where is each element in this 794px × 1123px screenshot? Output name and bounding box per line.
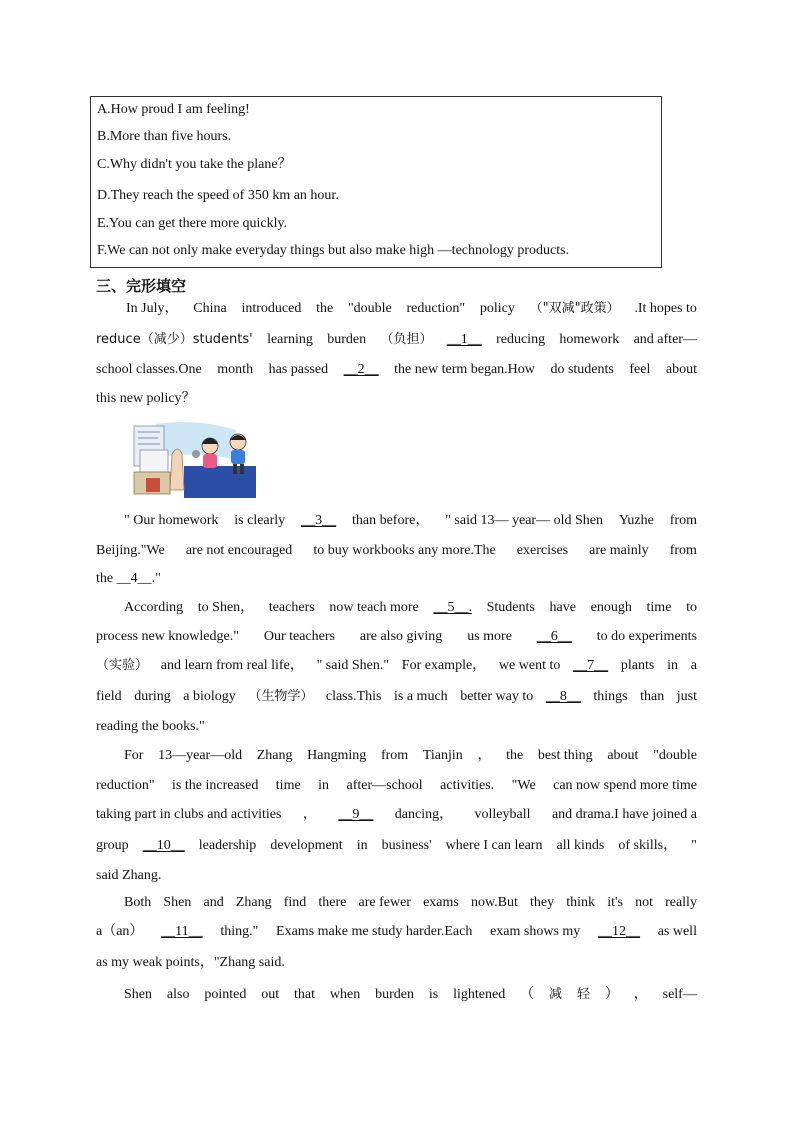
passage-text: homework	[559, 332, 620, 347]
passage-text: and drama.I have joined a	[551, 807, 697, 822]
passage-text: just	[676, 689, 697, 704]
passage-text: to	[686, 600, 697, 615]
chinese-gloss: （负担）	[380, 332, 433, 347]
blank-2: __2__	[343, 362, 379, 377]
passage-text: we went to	[498, 658, 561, 673]
passage-text: in	[667, 658, 678, 673]
passage-text: Shen	[124, 987, 152, 1002]
passage-text: all kinds	[556, 838, 605, 853]
passage-text: as my weak points，"Zhang said.	[96, 955, 285, 970]
passage-text: now.But	[470, 895, 518, 910]
passage-text: of skills，	[618, 838, 678, 853]
passage-text: reduction"	[406, 301, 466, 316]
passage-text: exercises	[516, 543, 569, 558]
passage-text: are also giving	[359, 629, 443, 644]
passage-line	[96, 331, 697, 349]
passage-text: during	[134, 689, 171, 704]
passage-text: and	[203, 895, 224, 910]
passage-text: can now spend more time	[553, 778, 697, 793]
cartoon-students-illustration	[126, 420, 256, 500]
passage-text: in	[356, 838, 368, 853]
passage-text: the	[316, 301, 334, 316]
blank-8: __8__	[545, 689, 581, 704]
passage-text: reduction"	[96, 778, 155, 793]
passage-text: feel	[629, 362, 651, 377]
passage-text: the __4__."	[96, 571, 161, 586]
passage-line	[124, 747, 697, 765]
passage-text: best thing	[537, 748, 593, 763]
passage-text: exams	[423, 895, 459, 910]
passage-text: are mainly	[589, 543, 649, 558]
chinese-gloss: （生物学）	[248, 689, 314, 704]
passage-text: as well	[657, 924, 697, 939]
passage-text: "double	[653, 748, 697, 763]
chinese-gloss: 轻	[576, 987, 590, 1002]
passage-text: the new term began.How	[394, 362, 535, 377]
passage-text: to do experiments	[596, 629, 697, 644]
passage-text: think	[566, 895, 596, 910]
passage-text: For example，	[401, 658, 487, 673]
passage-text: from	[669, 543, 697, 558]
passage-line	[96, 361, 697, 379]
options-box	[90, 96, 662, 268]
passage-text: have	[549, 600, 576, 615]
chinese-gloss: 减	[549, 987, 563, 1002]
passage-text: field	[96, 689, 122, 704]
passage-text: the	[506, 748, 524, 763]
passage-text: and learn from real life，	[160, 658, 304, 673]
blank-12: __12__	[597, 924, 640, 939]
blank-3: __3__	[301, 513, 337, 528]
passage-text: in	[318, 778, 330, 793]
passage-text: taking part in clubs and activities	[96, 807, 282, 822]
passage-text: learning	[267, 332, 313, 347]
passage-text: China	[193, 301, 227, 316]
passage-text: "double	[347, 301, 392, 316]
passage-line	[124, 986, 697, 1004]
passage-text: 13—year—old	[158, 748, 243, 763]
blank-11: __11__	[161, 924, 203, 939]
passage-text: activities.	[440, 778, 495, 793]
passage-text: things	[593, 689, 628, 704]
passage-text: has passed	[268, 362, 329, 377]
option-c: C.Why didn't you take the plane？	[97, 157, 292, 172]
passage-text: when	[329, 987, 361, 1002]
passage-text: thing."	[220, 924, 259, 939]
passage-text: introduced	[241, 301, 302, 316]
passage-text: month	[217, 362, 254, 377]
passage-text: from	[380, 748, 409, 763]
passage-line	[96, 688, 697, 706]
blank-5: __5__.	[433, 600, 472, 615]
passage-text: Shen	[163, 895, 192, 910]
passage-text: Both	[124, 895, 152, 910]
passage-text: enough	[590, 600, 632, 615]
chinese-gloss: reduce（减少）students'	[96, 332, 253, 347]
passage-text: time	[275, 778, 301, 793]
passage-text: dancing，	[394, 807, 454, 822]
passage-line	[96, 542, 697, 560]
passage-text: now teach more	[329, 600, 419, 615]
passage-line	[96, 628, 697, 646]
passage-line	[96, 390, 697, 408]
passage-text: pointed	[204, 987, 247, 1002]
passage-text: In July，	[126, 301, 179, 316]
passage-text: Students	[486, 600, 535, 615]
passage-line	[96, 570, 697, 588]
chinese-gloss: （"双减"政策）	[529, 301, 620, 316]
blank-6: __6__	[536, 629, 572, 644]
passage-line	[96, 777, 697, 795]
passage-text: Hangming	[307, 748, 367, 763]
passage-text: " said Shen."	[316, 658, 390, 673]
passage-text: it's	[607, 895, 623, 910]
passage-text: （	[520, 987, 535, 1002]
passage-text: are fewer	[358, 895, 411, 910]
chinese-gloss: （实验）	[96, 658, 149, 673]
blank-9: __9__	[338, 807, 374, 822]
passage-text: out	[261, 987, 280, 1002]
passage-line	[96, 867, 697, 885]
blank-7: __7__	[573, 658, 609, 673]
passage-line	[124, 894, 697, 912]
option-e: E.You can get there more quickly.	[97, 216, 288, 231]
passage-text: that	[294, 987, 316, 1002]
passage-line	[96, 657, 697, 675]
passage-text: ，	[477, 748, 492, 763]
option-a: A.How proud I am feeling!	[97, 102, 250, 117]
passage-text: self—	[662, 987, 697, 1002]
passage-text: burden	[375, 987, 415, 1002]
passage-text: "We	[511, 778, 536, 793]
passage-text: Zhang	[256, 748, 293, 763]
passage-text: about	[607, 748, 639, 763]
passage-text: a（an）	[96, 924, 144, 939]
passage-line	[96, 923, 697, 941]
passage-text: to buy workbooks any more.The	[313, 543, 496, 558]
passage-text: this new policy？	[96, 391, 196, 406]
passage-text: find	[283, 895, 307, 910]
passage-line	[96, 718, 697, 736]
passage-text: from	[669, 513, 697, 528]
passage-text: than	[640, 689, 665, 704]
blank-10: __10__	[142, 838, 185, 853]
passage-text: policy	[479, 301, 515, 316]
passage-text: class.This	[325, 689, 382, 704]
passage-line	[126, 300, 697, 318]
passage-text: burden	[327, 332, 367, 347]
passage-text: there	[318, 895, 347, 910]
option-d: D.They reach the speed of 350 km an hour.	[97, 188, 339, 203]
passage-line	[96, 954, 697, 972]
passage-text: Beijing."We	[96, 543, 165, 558]
passage-text: a	[690, 658, 697, 673]
passage-text: not	[635, 895, 653, 910]
passage-text: after—school	[346, 778, 423, 793]
passage-text: business'	[381, 838, 432, 853]
passage-line	[96, 837, 697, 855]
passage-text: .It hopes to	[634, 301, 697, 316]
passage-text: than before，	[351, 513, 430, 528]
passage-text: " Our homework	[124, 513, 219, 528]
blank-1: __1__	[446, 332, 482, 347]
passage-line	[124, 599, 697, 617]
passage-text: ）	[604, 987, 619, 1002]
passage-text: Our teachers	[263, 629, 335, 644]
passage-text: lightened	[453, 987, 506, 1002]
passage-text: Exams make me study harder.Each	[276, 924, 473, 939]
passage-text: about	[665, 362, 697, 377]
passage-text: where I can learn	[445, 838, 543, 853]
passage-text: do students	[550, 362, 614, 377]
passage-text: they	[530, 895, 555, 910]
passage-text: is the increased	[172, 778, 259, 793]
option-f: F.We can not only make everyday things but also make high —technology products.	[97, 243, 570, 258]
passage-text: are not encouraged	[185, 543, 293, 558]
passage-text: is a much	[394, 689, 448, 704]
section-heading: 三、完形填空	[96, 277, 187, 295]
passage-text: us more	[467, 629, 512, 644]
passage-text: also	[166, 987, 190, 1002]
passage-text: leadership	[198, 838, 257, 853]
passage-text: ，	[633, 987, 648, 1002]
passage-text: For	[124, 748, 144, 763]
option-b: B.More than five hours.	[97, 129, 232, 144]
passage-text: a biology	[183, 689, 236, 704]
passage-text: and after—	[633, 332, 697, 347]
passage-text: group	[96, 838, 129, 853]
passage-text: said Zhang.	[96, 868, 162, 883]
passage-text: Yuzhe	[618, 513, 654, 528]
passage-text: ，	[302, 807, 317, 822]
passage-line	[96, 806, 697, 824]
passage-line	[124, 512, 697, 530]
passage-text: process new knowledge."	[96, 629, 239, 644]
passage-text: development	[270, 838, 343, 853]
passage-text: Tianjin	[422, 748, 463, 763]
passage-text: Zhang	[235, 895, 272, 910]
passage-text: exam shows my	[490, 924, 581, 939]
passage-text: school classes.One	[96, 362, 202, 377]
passage-text: reducing	[496, 332, 546, 347]
passage-text: is clearly	[234, 513, 286, 528]
passage-text: really	[665, 895, 697, 910]
passage-text: According	[124, 600, 184, 615]
passage-text: " said 13— year— old Shen	[445, 513, 603, 528]
passage-text: time	[646, 600, 672, 615]
passage-text: to Shen，	[197, 600, 255, 615]
passage-text: is	[428, 987, 439, 1002]
passage-text: volleyball	[474, 807, 531, 822]
passage-text: plants	[620, 658, 655, 673]
passage-text: reading the books."	[96, 719, 205, 734]
passage-text: better way to	[460, 689, 534, 704]
passage-text: teachers	[268, 600, 315, 615]
passage-text: "	[691, 838, 697, 853]
